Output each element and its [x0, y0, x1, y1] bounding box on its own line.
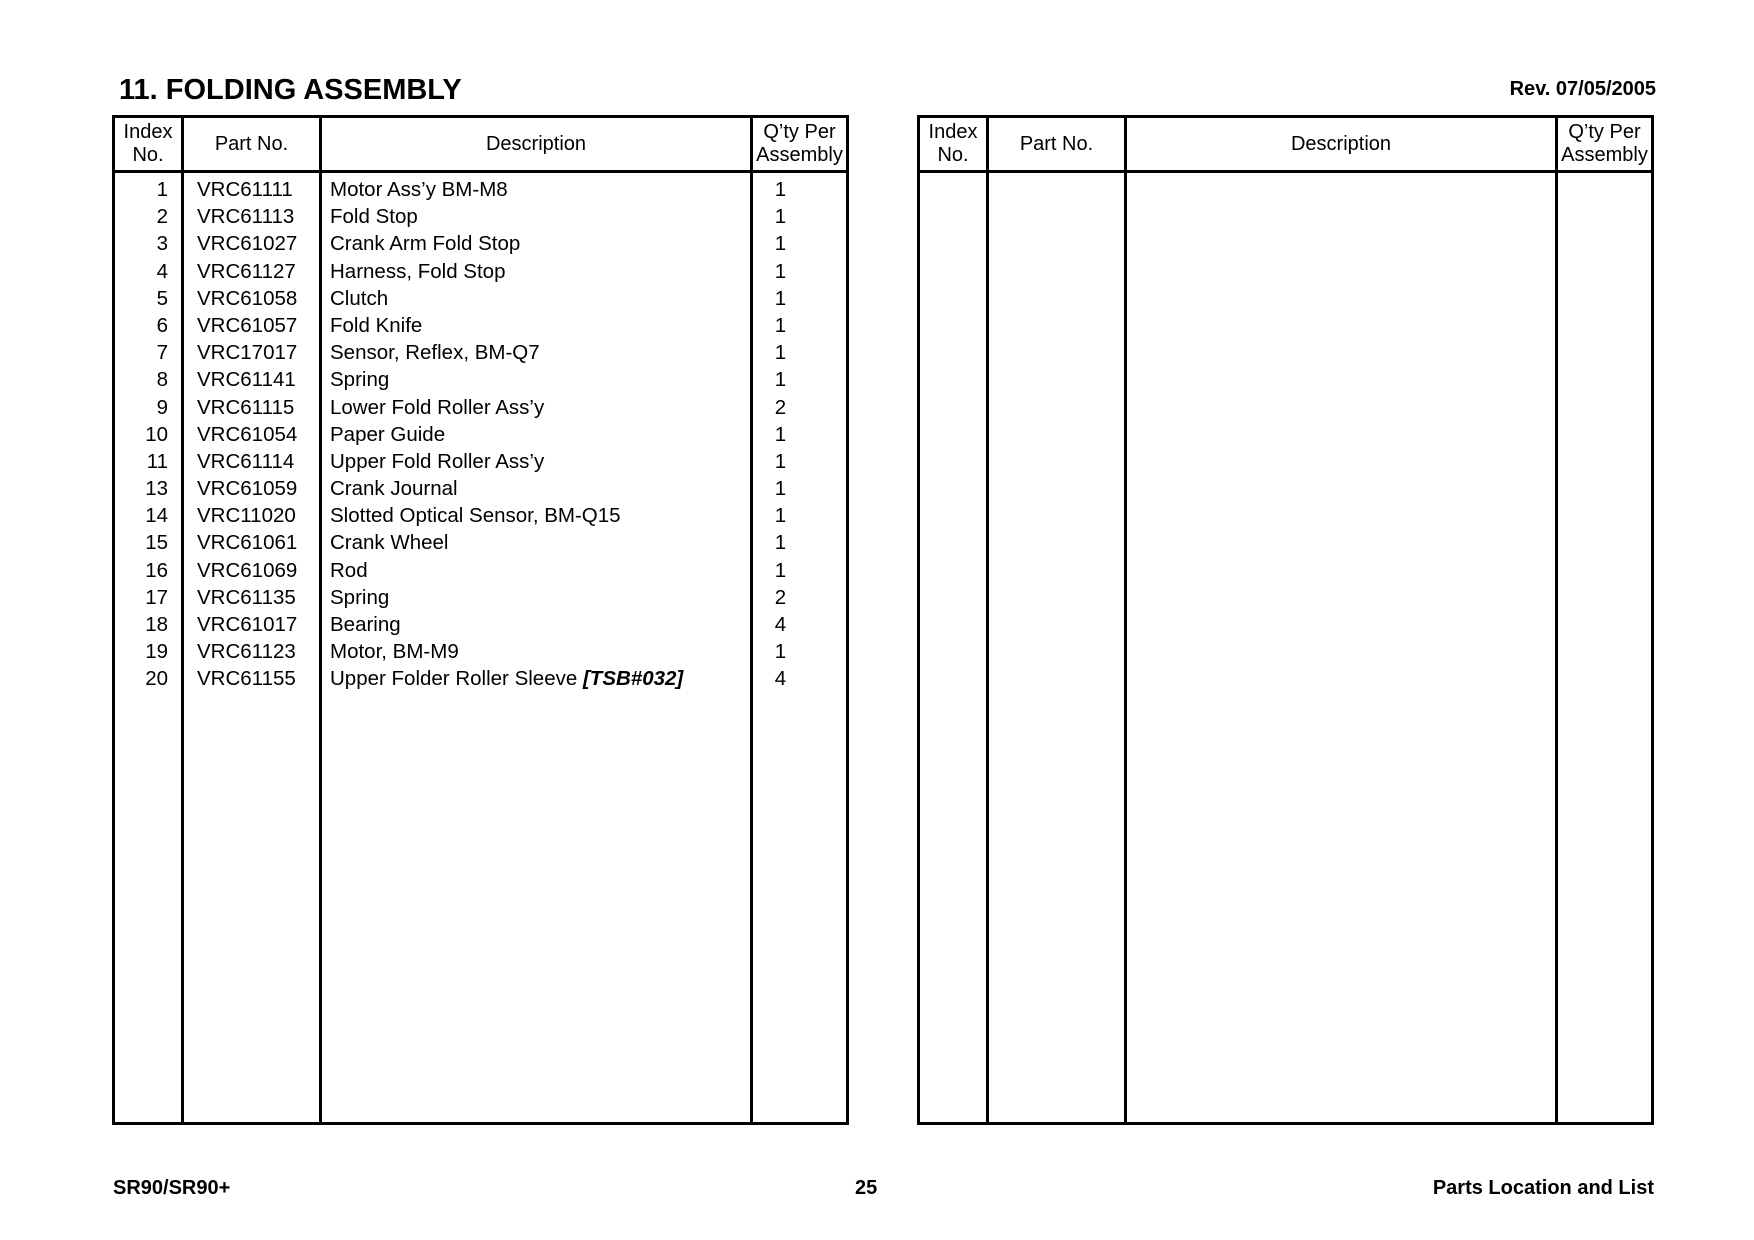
- header-index: Index No.: [123, 121, 173, 166]
- row-index: 13: [145, 477, 168, 501]
- revision-date: Rev. 07/05/2005: [1509, 78, 1656, 100]
- row-index: 18: [145, 613, 168, 636]
- row-index: 16: [145, 558, 168, 582]
- table-row: [115, 339, 846, 366]
- row-part-no: VRC61057: [197, 313, 298, 337]
- row-description: [330, 341, 540, 365]
- row-description-text: Spring: [330, 368, 390, 392]
- row-description: [330, 640, 459, 664]
- table-row: [115, 529, 846, 556]
- row-description-text: Harness, Fold Stop: [330, 259, 506, 283]
- row-description: [330, 314, 422, 338]
- row-index: 9: [156, 395, 168, 419]
- table-row: [115, 230, 846, 257]
- row-part-no: VRC61113: [197, 205, 295, 229]
- row-description: [330, 531, 449, 555]
- row-qty: 2: [774, 395, 787, 419]
- row-part-no: VRC61058: [197, 286, 298, 310]
- table-row: [115, 285, 846, 312]
- header-index-right: Index No.: [928, 121, 978, 166]
- row-qty: 2: [774, 585, 787, 609]
- row-part-no: VRC61069: [197, 558, 298, 582]
- row-index: 17: [145, 585, 168, 609]
- row-part-no: VRC61115: [197, 395, 295, 419]
- row-description: [330, 586, 389, 610]
- row-index: 20: [145, 667, 168, 691]
- row-description-text: Fold Knife: [330, 313, 423, 337]
- row-description: [330, 477, 458, 501]
- row-part-no: VRC17017: [197, 341, 298, 365]
- header-part-no-right: Part No.: [1019, 132, 1094, 155]
- row-qty: 1: [774, 313, 787, 337]
- row-index: 5: [156, 286, 168, 310]
- row-part-no: VRC61141: [197, 368, 296, 392]
- row-qty: 1: [774, 477, 787, 501]
- row-qty: 1: [774, 178, 787, 201]
- table-row: [115, 475, 846, 502]
- row-part-no: VRC61059: [197, 477, 298, 501]
- row-description-text: Fold Stop: [330, 205, 418, 229]
- row-description: [330, 368, 389, 392]
- table-row: [115, 394, 846, 421]
- row-description: [330, 450, 544, 474]
- row-description-text: Rod: [330, 558, 368, 582]
- row-description-text: Upper Folder Roller Sleeve: [330, 667, 578, 691]
- table-row: [115, 258, 846, 285]
- row-description: [330, 559, 368, 583]
- row-part-no: VRC61123: [197, 640, 296, 664]
- tsb-note: [TSB#032]: [582, 667, 684, 691]
- row-qty: 1: [774, 504, 787, 528]
- table-row: [115, 502, 846, 529]
- row-index: 14: [145, 504, 168, 528]
- row-part-no: VRC61155: [197, 667, 296, 691]
- row-description-text: Lower Fold Roller Ass’y: [330, 395, 545, 419]
- row-part-no: VRC61114: [197, 449, 295, 473]
- row-part-no: VRC61017: [197, 613, 298, 636]
- table-row: [115, 176, 846, 203]
- row-qty: 1: [774, 205, 787, 229]
- row-index: 19: [145, 640, 168, 664]
- table-row: [115, 366, 846, 393]
- row-part-no: VRC61135: [197, 585, 296, 609]
- row-part-no: VRC61127: [197, 259, 296, 283]
- row-description: [330, 260, 505, 284]
- footer-page-number: 25: [855, 1177, 878, 1199]
- parts-table-left: [112, 115, 849, 1125]
- row-description: [330, 613, 401, 637]
- header-part-no: Part No.: [214, 132, 289, 155]
- row-qty: 4: [774, 613, 787, 636]
- row-qty: 1: [774, 341, 787, 365]
- row-description-text: Spring: [330, 585, 390, 609]
- row-index: 15: [145, 531, 168, 555]
- table-row: [115, 421, 846, 448]
- row-qty: 1: [774, 640, 787, 664]
- row-qty: 1: [774, 449, 787, 473]
- row-qty: 1: [774, 422, 787, 446]
- table-row: [115, 665, 846, 692]
- footer-section: Parts Location and List: [1432, 1177, 1654, 1199]
- row-description-text: Upper Fold Roller Ass’y: [330, 449, 545, 473]
- row-description: [330, 504, 621, 528]
- row-description: [330, 667, 683, 691]
- table-row: [115, 611, 846, 638]
- row-index: 6: [156, 313, 168, 337]
- row-description: [330, 178, 508, 202]
- row-description-text: Sensor, Reflex, BM-Q7: [330, 341, 540, 365]
- row-qty: 4: [774, 667, 787, 691]
- row-description: [330, 205, 418, 229]
- row-description-text: Clutch: [330, 286, 389, 310]
- row-description: [330, 232, 520, 256]
- header-description-right: Description: [1290, 132, 1392, 155]
- row-description-text: Bearing: [330, 613, 401, 636]
- header-qty-right: Q’ty Per Assembly: [1561, 121, 1648, 166]
- row-index: 10: [145, 422, 168, 446]
- row-part-no: VRC61061: [197, 531, 298, 555]
- row-qty: 1: [774, 368, 787, 392]
- row-description-text: Paper Guide: [330, 422, 446, 446]
- header-description: Description: [485, 132, 587, 155]
- row-part-no: VRC61054: [197, 422, 298, 446]
- row-index: 3: [156, 232, 168, 256]
- row-description-text: Crank Arm Fold Stop: [330, 232, 521, 256]
- table-row: [115, 584, 846, 611]
- row-index: 1: [156, 178, 168, 201]
- row-index: 7: [156, 341, 168, 365]
- row-description-text: Motor Ass’y BM-M8: [330, 178, 508, 201]
- row-description: [330, 396, 544, 420]
- footer-model: SR90/SR90+: [113, 1177, 231, 1199]
- table-row: [115, 448, 846, 475]
- table-row: [115, 638, 846, 665]
- row-qty: 1: [774, 286, 787, 310]
- parts-rows: [115, 176, 846, 693]
- row-index: 2: [156, 205, 168, 229]
- row-qty: 1: [774, 531, 787, 555]
- row-part-no: VRC61111: [197, 178, 293, 201]
- row-index: 4: [156, 259, 168, 283]
- row-qty: 1: [774, 232, 787, 256]
- row-part-no: VRC11020: [197, 504, 296, 528]
- row-description: [330, 287, 388, 311]
- row-description-text: Crank Journal: [330, 477, 458, 501]
- header-qty: Q’ty Per Assembly: [756, 121, 843, 166]
- row-description: [330, 423, 445, 447]
- row-qty: 1: [774, 259, 787, 283]
- page-title: 11. FOLDING ASSEMBLY: [119, 74, 462, 106]
- table-row: [115, 557, 846, 584]
- row-description-text: Slotted Optical Sensor, BM-Q15: [330, 504, 621, 528]
- row-index: 8: [156, 368, 168, 392]
- row-part-no: VRC61027: [197, 232, 298, 256]
- row-qty: 1: [774, 558, 787, 582]
- table-row: [115, 312, 846, 339]
- parts-table-right: [917, 115, 1654, 1125]
- row-description-text: Crank Wheel: [330, 531, 449, 555]
- table-row: [115, 203, 846, 230]
- row-description-text: Motor, BM-M9: [330, 640, 459, 664]
- row-index: 11: [146, 449, 168, 473]
